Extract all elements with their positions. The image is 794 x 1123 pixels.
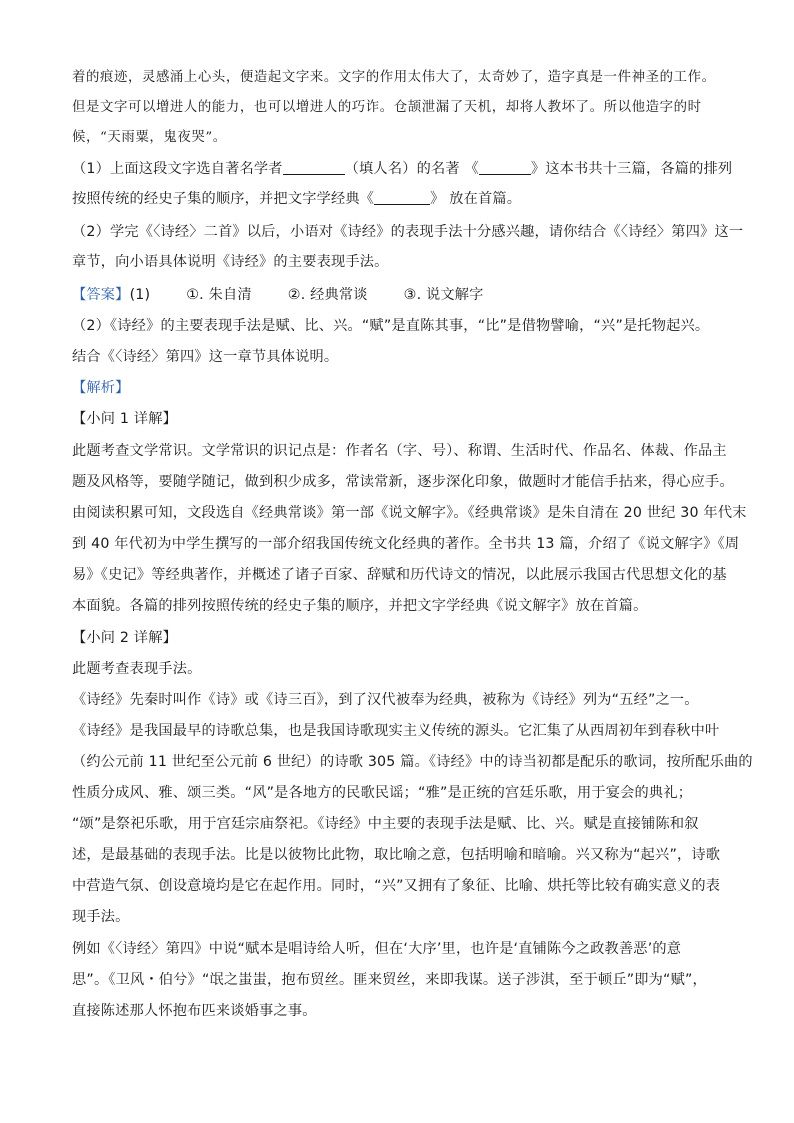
question-1-text-d: 按照传统的经史子集的顺序，并把文字学经典《 [72, 191, 375, 207]
analysis-2-line-8: 中营造气氛、创设意境均是它在起作用。同时，“兴”又拥有了象征、比喻、烘托等比较有确实意义的表 [72, 878, 721, 894]
answer-line-1 [72, 285, 484, 305]
question-2-line-2: 章节，向小语具体说明《诗经》的主要表现手法。 [72, 254, 389, 270]
blank-author[interactable] [283, 160, 345, 175]
question-1-text-e: 》 放在首篇。 [430, 191, 522, 207]
blank-book[interactable] [479, 160, 531, 175]
subquestion-2-heading: 【小问 2 详解】 [72, 630, 177, 646]
analysis-1-line-5: 易》《史记》等经典著作，并概述了诸子百家、辞赋和历代诗文的情况，以此展示我国古代思想文化的基 [72, 567, 727, 583]
subquestion-1-heading: 【小问 1 详解】 [72, 411, 177, 427]
analysis-2-line-5: 性质分成风、雅、颂三类。“风”是各地方的民歌民谣；“雅”是正统的宫廷乐歌，用于宴会的典礼； [72, 785, 693, 801]
analysis-2-line-11: 思”。《卫风・伯兮》“氓之蚩蚩，抱布贸丝。匪来贸丝，来即我谋。送子涉淇，至于顿丘”即为“赋”， [72, 972, 707, 988]
analysis-2-line-4: （约公元前 11 世纪至公元前 6 世纪）的诗歌 305 篇。《诗经》中的诗当初都是配乐的歌词，按所配乐曲的 [72, 754, 753, 770]
question-1-line-2 [72, 189, 521, 209]
analysis-tag: 【解析】 [72, 380, 130, 396]
answer-item-2: ②. 经典常谈 [287, 287, 368, 303]
passage-line-2: 但是文字可以增进人的能力，也可以增进人的巧诈。仓颉泄漏了天机，却将人教坏了。所以他造字的时 [72, 100, 702, 115]
blank-classic[interactable] [374, 190, 430, 205]
answer-item-3: ③. 说文解字 [403, 287, 484, 303]
analysis-2-line-2: 《诗经》先秦时叫作《诗》或《诗三百》，到了汉代被奉为经典，被称为《诗经》列为“五经”之一。 [72, 692, 699, 708]
answer-item-1: ①. 朱自清 [186, 287, 252, 303]
passage-line-3: 候，“天雨粟，鬼夜哭”。 [72, 130, 227, 145]
question-1-text-a: （1）上面这段文字选自著名学者 [72, 161, 283, 177]
analysis-1-line-1: 此题考查文学常识。文学常识的识记点是：作者名（字、号）、称谓、生活时代、作品名、体裁、作品主 [72, 443, 727, 459]
answer-number: (1) [129, 287, 151, 303]
analysis-2-line-10: 例如《〈诗经〉第四》中说“赋本是唱诗给人听，但在‘大序’里，也许是‘直铺陈今之政教善恶’的意 [72, 941, 682, 957]
answer-line-2: （2）《诗经》的主要表现手法是赋、比、兴。“赋”是直陈其事，“比”是借物譬喻，“兴”是托物起兴。 [72, 318, 710, 334]
question-1-text-c: 》这本书共十三篇，各篇的排列 [530, 161, 733, 177]
analysis-2-line-9: 现手法。 [72, 909, 130, 925]
analysis-2-line-7: 述，是最基础的表现手法。比是以彼物比此物，取比喻之意，包括明喻和暗喻。兴又称为“起兴”，诗歌 [72, 847, 721, 863]
analysis-1-line-3: 由阅读积累可知，文段选自《经典常谈》第一部《说文解字》。《经典常谈》是朱自清在 20 世纪 30 年代末 [72, 505, 747, 521]
question-2-line-1: （2）学完《〈诗经〉二首》以后，小语对《诗经》的表现手法十分感兴趣，请你结合《〈诗经〉第四》这一 [72, 224, 744, 240]
analysis-1-line-4: 到 40 年代初为中学生撰写的一部介绍我国传统文化经典的著作。全书共 13 篇，介绍了《说文解字》《周 [72, 536, 740, 552]
question-1-text-b: （填人名）的名著 《 [344, 161, 479, 177]
analysis-1-line-6: 本面貌。各篇的排列按照传统的经史子集的顺序，并把文字学经典《说文解字》放在首篇。 [72, 598, 648, 614]
analysis-2-line-6: “颂”是祭祀乐歌，用于宫廷宗庙祭祀。《诗经》中主要的表现手法是赋、比、兴。赋是直接铺陈和叙 [72, 816, 699, 832]
analysis-2-line-3: 《诗经》是我国最早的诗歌总集，也是我国诗歌现实主义传统的源头。它汇集了从西周初年到春秋中叶 [72, 723, 720, 739]
question-1-line-1 [72, 159, 732, 179]
analysis-1-line-2: 题及风格等，要随学随记，做到积少成多，常读常新，逐步深化印象，做题时才能信手拈来，得心应手。 [72, 474, 734, 490]
answer-tag: 【答案】 [72, 287, 130, 303]
passage-line-1: 着的痕迹，灵感涌上心头，便造起文字来。文字的作用太伟大了，太奇妙了，造字真是一件神圣的工作。 [72, 70, 716, 85]
analysis-2-line-12: 直接陈述那人怀抱布匹来谈婚事之事。 [72, 1003, 317, 1019]
answer-line-3: 结合《〈诗经〉第四》这一章节具体说明。 [72, 349, 339, 365]
analysis-2-line-1: 此题考查表现手法。 [72, 661, 202, 677]
